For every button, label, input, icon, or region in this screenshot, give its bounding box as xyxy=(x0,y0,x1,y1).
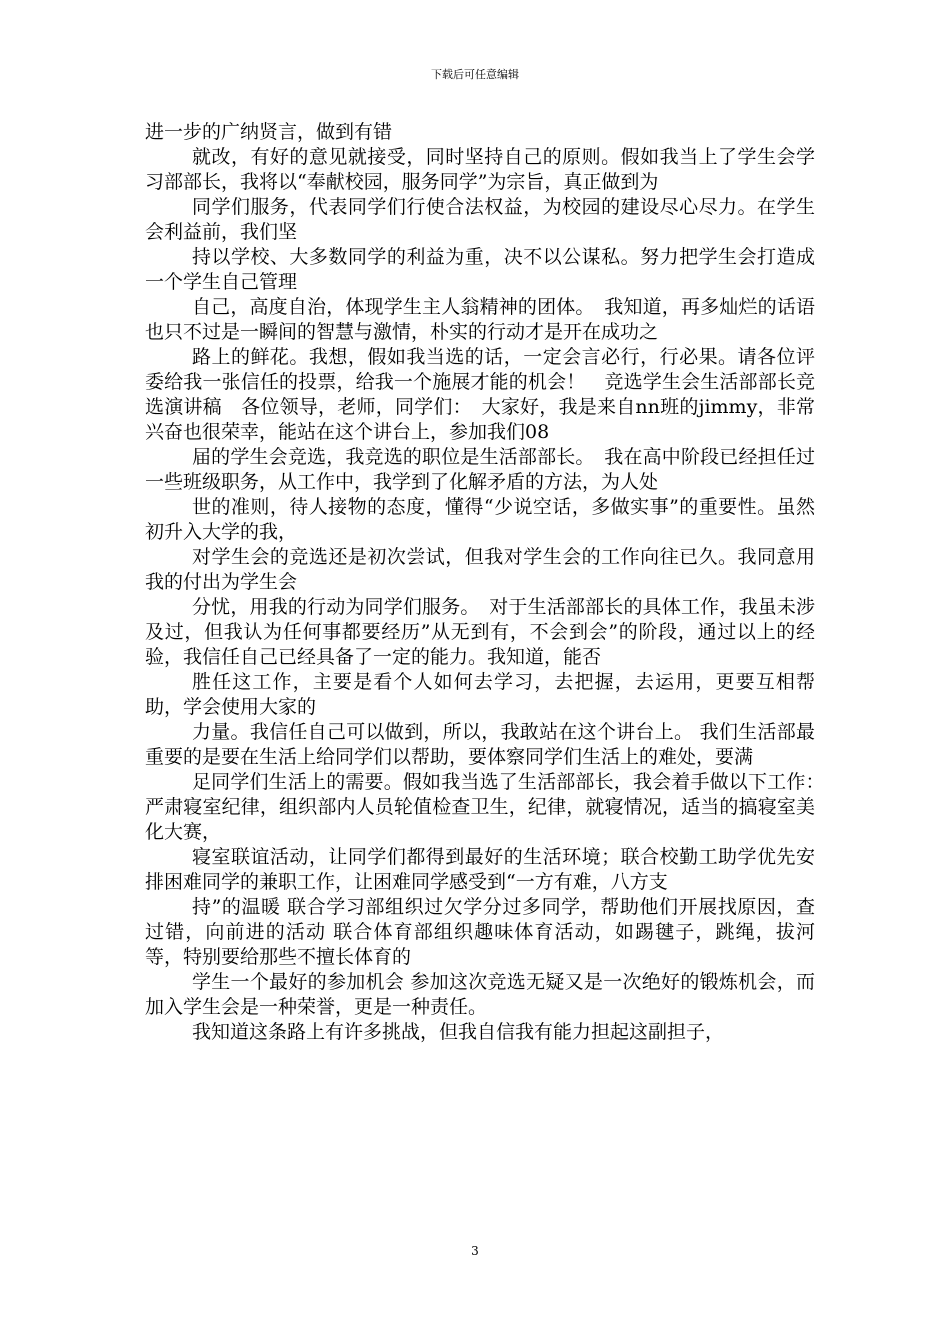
paragraph: 持以学校、大多数同学的利益为重，决不以公谋私。努力把学生会打造成一个学生自己管理 xyxy=(145,246,815,293)
page-number: 3 xyxy=(471,1244,479,1258)
paragraph: 寝室联谊活动，让同学们都得到最好的生活环境；联合校勤工助学优先安排困难同学的兼职工作，让困难同学感受到“一方有难，八方支 xyxy=(145,846,815,893)
paragraph: 路上的鲜花。我想，假如我当选的话，一定会言必行，行必果。请各位评委给我一张信任的投票，给我一个施展才能的机会！ 竞选学生会生活部部长竞选演讲稿 各位领导，老师，同学们： 大家好，我是来自nn班的jimmy，非常兴奋也很荣幸，能站在这个讲台上，参加我们08 xyxy=(145,346,815,443)
paragraph: 胜任这工作，主要是看个人如何去学习，去把握，去运用，更要互相帮助，学会使用大家的 xyxy=(145,671,815,718)
paragraph: 进一步的广纳贤言，做到有错 xyxy=(145,121,393,143)
paragraph: 同学们服务，代表同学们行使合法权益，为校园的建设尽心尽力。在学生会利益前，我们坚 xyxy=(145,196,815,243)
paragraph: 就改，有好的意见就接受，同时坚持自己的原则。假如我当上了学生会学习部部长，我将以“奉献校园，服务同学”为宗旨，真正做到为 xyxy=(145,146,815,193)
page-header: 下载后可任意编辑 xyxy=(431,68,519,81)
paragraph: 我知道这条路上有许多挑战，但我自信我有能力担起这副担子， xyxy=(192,1021,725,1043)
paragraph: 持”的温暖 联合学习部组织过欠学分过多同学，帮助他们开展找原因，查过错，向前进的活动 联合体育部组织趣味体育活动，如踢毽子，跳绳，拔河等，特别要给那些不擅长体育的 xyxy=(145,896,815,968)
paragraph: 分忧，用我的行动为同学们服务。 对于生活部部长的具体工作，我虽未涉及过，但我认为任何事都要经历”从无到有，不会到会”的阶段，通过以上的经验，我信任自己已经具备了一定的能力。我知道，能否 xyxy=(145,596,815,668)
paragraph: 届的学生会竞选，我竞选的职位是生活部部长。 我在高中阶段已经担任过一些班级职务，从工作中，我学到了化解矛盾的方法，为人处 xyxy=(145,446,815,493)
paragraph: 力量。我信任自己可以做到，所以，我敢站在这个讲台上。 我们生活部最重要的是要在生活上给同学们以帮助，要体察同学们生活上的难处，要满 xyxy=(145,721,815,768)
document-body xyxy=(145,120,835,1045)
paragraph: 足同学们生活上的需要。假如我当选了生活部部长，我会着手做以下工作： 严肃寝室纪律，组织部内人员轮值检查卫生，纪律，就寝情况，适当的搞寝室美化大赛， xyxy=(145,771,835,843)
paragraph: 世的准则，待人接物的态度，懂得“少说空话，多做实事”的重要性。虽然初升入大学的我， xyxy=(145,496,815,543)
paragraph: 自己，高度自治，体现学生主人翁精神的团体。 我知道，再多灿烂的话语也只不过是一瞬间的智慧与激情，朴实的行动才是开在成功之 xyxy=(145,296,815,343)
paragraph: 对学生会的竞选还是初次尝试，但我对学生会的工作向往已久。我同意用我的付出为学生会 xyxy=(145,546,815,593)
paragraph: 学生一个最好的参加机会 参加这次竞选无疑又是一次绝好的锻炼机会，而加入学生会是一种荣誉，更是一种责任。 xyxy=(145,971,815,1018)
